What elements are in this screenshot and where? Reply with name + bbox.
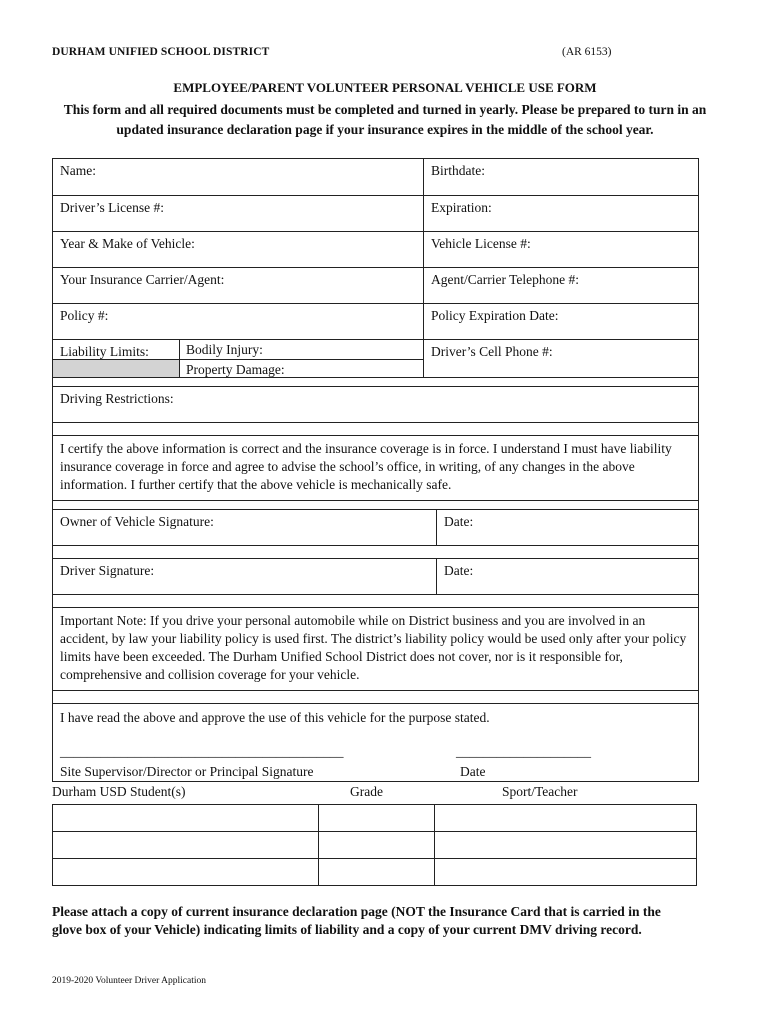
sport-teacher-column-header: Sport/Teacher bbox=[502, 784, 578, 799]
vehicle-license-field[interactable] bbox=[423, 232, 698, 267]
birthdate-field[interactable] bbox=[423, 159, 698, 195]
district-name: DURHAM UNIFIED SCHOOL DISTRICT bbox=[52, 46, 270, 58]
drivers-license-label: Driver’s License #: bbox=[60, 200, 164, 215]
approval-text: I have read the above and approve the use of this vehicle for the purpose stated. bbox=[60, 710, 490, 725]
document-footer: 2019-2020 Volunteer Driver Application bbox=[52, 976, 206, 986]
insurance-carrier-label: Your Insurance Carrier/Agent: bbox=[60, 272, 225, 287]
table-row bbox=[53, 832, 697, 859]
liability-limits-label: Liability Limits: bbox=[60, 344, 149, 359]
row-policy bbox=[53, 304, 698, 340]
students-table bbox=[52, 804, 697, 886]
policy-number-label: Policy #: bbox=[60, 308, 109, 323]
driver-signature-field[interactable] bbox=[53, 559, 436, 594]
driving-restrictions-field[interactable] bbox=[53, 387, 698, 422]
expiration-label: Expiration: bbox=[431, 200, 492, 215]
approval-date-label: Date bbox=[460, 764, 486, 779]
spacer-row bbox=[53, 595, 698, 608]
student-cell[interactable] bbox=[53, 859, 319, 886]
grade-cell[interactable] bbox=[319, 859, 435, 886]
sport-teacher-cell[interactable] bbox=[435, 859, 697, 886]
spacer-row bbox=[53, 501, 698, 510]
bodily-injury-field[interactable]: Bodily Injury: bbox=[186, 342, 263, 357]
spacer-row bbox=[53, 546, 698, 559]
row-driver-signature bbox=[53, 559, 698, 595]
row-insurance bbox=[53, 268, 698, 304]
agent-phone-label: Agent/Carrier Telephone #: bbox=[431, 272, 580, 287]
supervisor-signature-label: Site Supervisor/Director or Principal Signature bbox=[60, 764, 314, 779]
approval-section bbox=[53, 704, 698, 782]
form-instructions: This form and all required documents must be completed and turned in yearly. Please be prepared to turn in an updated insurance declaration page if your insurance expires in the middle of the school year. bbox=[63, 102, 707, 137]
row-name bbox=[53, 159, 698, 196]
spacer-row bbox=[53, 423, 698, 436]
spacer-row bbox=[53, 691, 698, 704]
grade-cell[interactable] bbox=[319, 805, 435, 832]
volunteer-form bbox=[52, 158, 699, 782]
approval-date-line[interactable]: ____________________ bbox=[456, 744, 591, 759]
attachment-instructions: Please attach a copy of current insurance declaration page (NOT the Insurance Card that is carried in the glove box of your Vehicle) indicating limits of liability and a copy of your current DMV driving record. bbox=[52, 904, 661, 937]
table-row bbox=[53, 805, 697, 832]
driver-date-label: Date: bbox=[444, 563, 474, 578]
drivers-license-field[interactable] bbox=[53, 196, 423, 231]
vehicle-license-label: Vehicle License #: bbox=[431, 236, 531, 251]
liability-amounts bbox=[179, 340, 423, 377]
agent-phone-field[interactable] bbox=[423, 268, 698, 303]
row-vehicle bbox=[53, 232, 698, 268]
name-field[interactable] bbox=[53, 159, 423, 195]
policy-number-field[interactable] bbox=[53, 304, 423, 339]
driving-restrictions-label: Driving Restrictions: bbox=[60, 391, 174, 406]
owner-signature-label: Owner of Vehicle Signature: bbox=[60, 514, 214, 529]
shaded-cell bbox=[53, 359, 179, 377]
important-note: Important Note: If you drive your personal automobile while on District business and you are involved in an accident, by law your liability policy is used first. The district’s liability policy would be used only after your policy limits have been exceeded. The Durham Unified School District does not cover, nor is it responsible for, comprehensive and collision coverage for your vehicle. bbox=[53, 608, 698, 691]
year-make-field[interactable] bbox=[53, 232, 423, 267]
liability-limits-cell bbox=[53, 340, 179, 377]
sport-teacher-cell[interactable] bbox=[435, 805, 697, 832]
student-column-header: Durham USD Student(s) bbox=[52, 784, 186, 799]
row-license bbox=[53, 196, 698, 232]
property-damage-field[interactable]: Property Damage: bbox=[180, 359, 423, 378]
owner-date-label: Date: bbox=[444, 514, 474, 529]
row-liability bbox=[53, 340, 698, 378]
year-make-label: Year & Make of Vehicle: bbox=[60, 236, 195, 251]
name-label: Name: bbox=[60, 163, 96, 178]
supervisor-signature-line[interactable]: __________________________________________ bbox=[60, 744, 344, 759]
row-owner-signature bbox=[53, 510, 698, 546]
certification-text: I certify the above information is correct and the insurance coverage is in force. I understand I must have liability insurance coverage in force and agree to advise the school’s office, in writing, of any changes in the above information. I further certify that the above vehicle is mechanically safe. bbox=[53, 436, 698, 501]
student-cell[interactable] bbox=[53, 805, 319, 832]
birthdate-label: Birthdate: bbox=[431, 163, 485, 178]
spacer-row bbox=[53, 378, 698, 387]
driver-signature-label: Driver Signature: bbox=[60, 563, 155, 578]
form-title: EMPLOYEE/PARENT VOLUNTEER PERSONAL VEHICLE USE FORM bbox=[173, 80, 597, 95]
policy-expiration-field[interactable] bbox=[423, 304, 698, 339]
drivers-cell-label: Driver’s Cell Phone #: bbox=[431, 344, 553, 359]
owner-signature-field[interactable] bbox=[53, 510, 436, 545]
driver-date-field[interactable] bbox=[436, 559, 698, 594]
insurance-carrier-field[interactable] bbox=[53, 268, 423, 303]
student-cell[interactable] bbox=[53, 832, 319, 859]
sport-teacher-cell[interactable] bbox=[435, 832, 697, 859]
grade-column-header: Grade bbox=[350, 784, 383, 799]
approval-signature-area bbox=[60, 727, 691, 783]
table-row bbox=[53, 859, 697, 886]
form-code: (AR 6153) bbox=[562, 46, 612, 58]
policy-expiration-label: Policy Expiration Date: bbox=[431, 308, 559, 323]
drivers-cell-field[interactable] bbox=[423, 340, 698, 377]
grade-cell[interactable] bbox=[319, 832, 435, 859]
owner-date-field[interactable] bbox=[436, 510, 698, 545]
expiration-field[interactable] bbox=[423, 196, 698, 231]
row-restrictions bbox=[53, 387, 698, 423]
